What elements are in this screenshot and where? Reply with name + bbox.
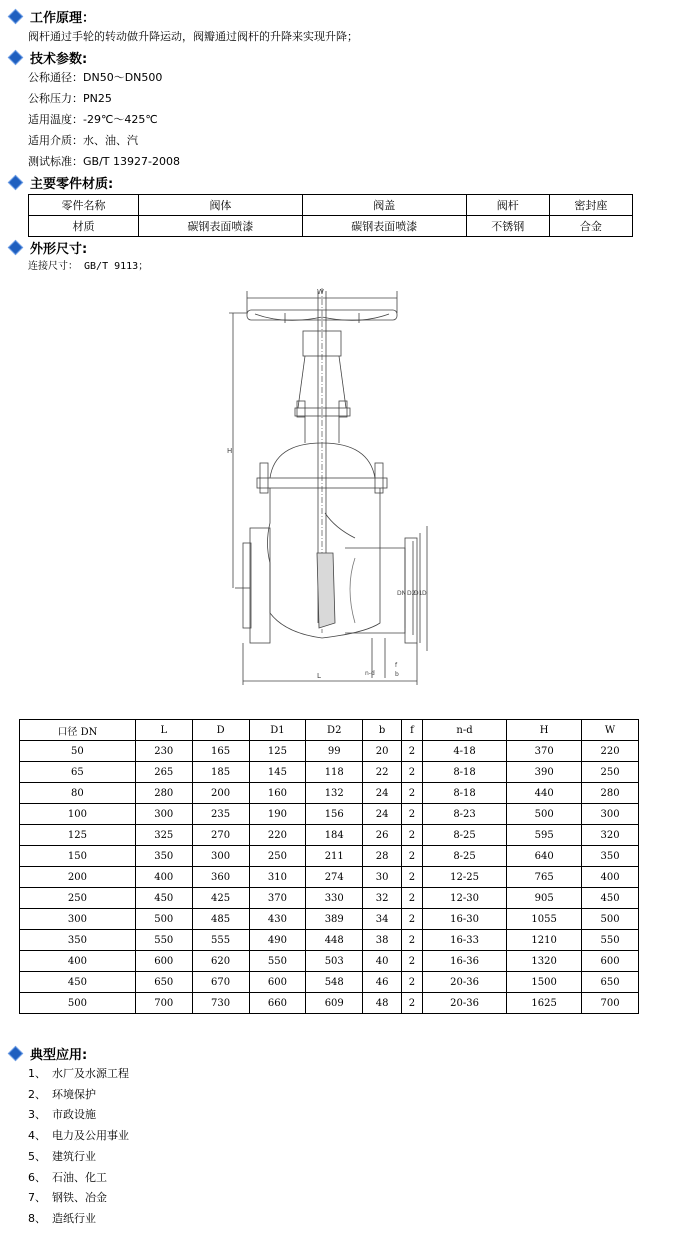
table-cell: 16-30	[422, 909, 506, 930]
table-cell: 16-33	[422, 930, 506, 951]
list-number: 6、	[28, 1171, 46, 1184]
table-cell: 300	[192, 846, 249, 867]
table-cell: 503	[306, 951, 363, 972]
table-cell: 400	[20, 951, 136, 972]
table-cell: 2	[402, 846, 423, 867]
principle-text: 阀杆通过手轮的转动做升降运动，阀瓣通过阀杆的升降来实现升降；	[28, 30, 358, 43]
table-cell: 650	[582, 972, 639, 993]
table-row	[20, 993, 639, 1014]
table-cell: 40	[363, 951, 402, 972]
table-cell: 4-18	[422, 741, 506, 762]
table-cell: 300	[20, 909, 136, 930]
param-line: 公称通径：DN50～DN500	[28, 71, 163, 84]
table-cell: 500	[582, 909, 639, 930]
section-title: 外形尺寸:	[30, 241, 88, 257]
table-cell: 2	[402, 867, 423, 888]
table-cell: 620	[192, 951, 249, 972]
table-cell: 118	[306, 762, 363, 783]
table-cell: 390	[507, 762, 582, 783]
table-cell: 100	[20, 804, 136, 825]
table-cell: 250	[249, 846, 306, 867]
table-cell: 230	[135, 741, 192, 762]
dim-label-w: W	[317, 288, 324, 296]
table-row	[20, 720, 639, 741]
table-header-cell: L	[135, 720, 192, 741]
table-cell: 32	[363, 888, 402, 909]
table-cell: 46	[363, 972, 402, 993]
table-header-cell: f	[402, 720, 423, 741]
table-header-cell: n-d	[422, 720, 506, 741]
table-cell: 485	[192, 909, 249, 930]
table-cell: 28	[363, 846, 402, 867]
list-number: 4、	[28, 1129, 46, 1142]
table-cell: 360	[192, 867, 249, 888]
table-row	[20, 762, 639, 783]
table-cell: 640	[507, 846, 582, 867]
table-cell: 80	[20, 783, 136, 804]
dim-label-d1: D1	[414, 590, 423, 597]
table-cell: 1210	[507, 930, 582, 951]
table-cell: 350	[20, 930, 136, 951]
table-row	[20, 867, 639, 888]
table-cell: 99	[306, 741, 363, 762]
table-cell: 548	[306, 972, 363, 993]
table-cell: 450	[135, 888, 192, 909]
dim-label-h: H	[227, 447, 233, 455]
table-row	[29, 195, 633, 216]
table-header-cell: 密封座	[549, 195, 632, 216]
table-cell: 2	[402, 825, 423, 846]
table-cell: 132	[306, 783, 363, 804]
table-cell: 1500	[507, 972, 582, 993]
table-header-cell: 零件名称	[29, 195, 139, 216]
table-cell: 2	[402, 993, 423, 1014]
table-cell: 440	[507, 783, 582, 804]
list-number: 1、	[28, 1067, 46, 1080]
section-dimensions	[8, 238, 87, 256]
table-row	[20, 783, 639, 804]
table-cell: 300	[582, 804, 639, 825]
table-cell: 125	[249, 741, 306, 762]
table-cell: 550	[582, 930, 639, 951]
table-cell: 600	[582, 951, 639, 972]
table-cell: 280	[582, 783, 639, 804]
table-cell: 430	[249, 909, 306, 930]
table-header-cell: b	[363, 720, 402, 741]
list-text: 市政设施	[52, 1108, 96, 1121]
table-row	[20, 951, 639, 972]
table-cell: 400	[582, 867, 639, 888]
table-cell: 660	[249, 993, 306, 1014]
list-text: 石油、化工	[52, 1171, 107, 1184]
list-text: 环境保护	[52, 1088, 96, 1101]
table-cell: 700	[582, 993, 639, 1014]
table-row	[20, 972, 639, 993]
table-cell: 1320	[507, 951, 582, 972]
table-cell: 555	[192, 930, 249, 951]
table-cell: 250	[582, 762, 639, 783]
table-cell: 碳钢表面喷漆	[139, 216, 303, 237]
table-header-cell: 口径 DN	[20, 720, 136, 741]
section-title: 主要零件材质:	[30, 176, 114, 192]
table-cell: 500	[20, 993, 136, 1014]
table-cell: 1625	[507, 993, 582, 1014]
table-row	[20, 741, 639, 762]
table-cell: 8-18	[422, 783, 506, 804]
dim-label-l: L	[317, 672, 321, 680]
table-cell: 8-25	[422, 846, 506, 867]
table-row	[20, 825, 639, 846]
table-cell: 765	[507, 867, 582, 888]
param-line: 公称压力：PN25	[28, 92, 112, 105]
list-number: 3、	[28, 1108, 46, 1121]
table-cell: 16-36	[422, 951, 506, 972]
table-cell: 320	[582, 825, 639, 846]
table-cell: 235	[192, 804, 249, 825]
dim-label-d: D	[422, 590, 427, 597]
table-cell: 370	[249, 888, 306, 909]
materials-table	[28, 194, 633, 237]
table-cell: 490	[249, 930, 306, 951]
table-cell: 350	[582, 846, 639, 867]
table-cell: 65	[20, 762, 136, 783]
list-number: 2、	[28, 1088, 46, 1101]
table-row	[20, 804, 639, 825]
gate-valve-drawing	[225, 283, 445, 688]
table-cell: 26	[363, 825, 402, 846]
table-cell: 20-36	[422, 993, 506, 1014]
list-item	[28, 1171, 107, 1185]
table-cell: 389	[306, 909, 363, 930]
list-number: 5、	[28, 1150, 46, 1163]
table-cell: 200	[20, 867, 136, 888]
table-cell: 8-25	[422, 825, 506, 846]
dim-label-dn: DN	[397, 590, 407, 597]
table-cell: 165	[192, 741, 249, 762]
table-cell: 350	[135, 846, 192, 867]
table-cell: 38	[363, 930, 402, 951]
table-cell: 不锈钢	[466, 216, 549, 237]
table-cell: 274	[306, 867, 363, 888]
table-cell: 670	[192, 972, 249, 993]
dim-label-d2: D2	[407, 590, 416, 597]
table-cell: 450	[582, 888, 639, 909]
dim-label-f: f	[395, 662, 398, 669]
table-cell: 595	[507, 825, 582, 846]
table-cell: 600	[249, 972, 306, 993]
table-cell: 500	[135, 909, 192, 930]
section-principle	[8, 7, 95, 25]
table-cell: 905	[507, 888, 582, 909]
list-number: 8、	[28, 1212, 46, 1225]
section-materials	[8, 173, 113, 191]
table-header-cell: H	[507, 720, 582, 741]
list-number: 7、	[28, 1191, 46, 1204]
table-cell: 2	[402, 951, 423, 972]
diamond-bullet-icon	[8, 8, 24, 24]
diamond-bullet-icon	[8, 1045, 24, 1061]
table-cell: 12-30	[422, 888, 506, 909]
table-cell: 2	[402, 930, 423, 951]
table-cell: 2	[402, 804, 423, 825]
table-cell: 合金	[549, 216, 632, 237]
connection-standard: 连接尺寸： GB/T 9113；	[28, 261, 149, 272]
dimensions-table	[19, 719, 639, 1014]
table-cell: 2	[402, 762, 423, 783]
param-line: 适用温度：-29℃～425℃	[28, 113, 158, 126]
table-cell: 330	[306, 888, 363, 909]
table-cell: 145	[249, 762, 306, 783]
table-cell: 50	[20, 741, 136, 762]
table-cell: 材质	[29, 216, 139, 237]
section-title: 技术参数:	[30, 51, 88, 67]
dim-label-nd: n-d	[365, 670, 375, 677]
list-item	[28, 1108, 96, 1122]
table-cell: 22	[363, 762, 402, 783]
list-item	[28, 1088, 96, 1102]
list-item	[28, 1191, 107, 1205]
table-cell: 156	[306, 804, 363, 825]
table-header-cell: 阀盖	[302, 195, 466, 216]
param-line: 适用介质：水、油、汽	[28, 134, 138, 147]
table-header-cell: D	[192, 720, 249, 741]
table-cell: 12-25	[422, 867, 506, 888]
table-cell: 280	[135, 783, 192, 804]
table-cell: 220	[582, 741, 639, 762]
param-line: 测试标准：GB/T 13927-2008	[28, 155, 180, 168]
table-row	[20, 846, 639, 867]
table-cell: 20	[363, 741, 402, 762]
table-cell: 125	[20, 825, 136, 846]
table-header-cell: D2	[306, 720, 363, 741]
table-cell: 184	[306, 825, 363, 846]
table-cell: 48	[363, 993, 402, 1014]
table-cell: 8-18	[422, 762, 506, 783]
table-cell: 425	[192, 888, 249, 909]
table-cell: 609	[306, 993, 363, 1014]
table-cell: 2	[402, 972, 423, 993]
table-header-cell: D1	[249, 720, 306, 741]
table-header-cell: 阀体	[139, 195, 303, 216]
section-title: 典型应用:	[30, 1047, 88, 1063]
table-cell: 550	[249, 951, 306, 972]
table-cell: 2	[402, 783, 423, 804]
list-text: 水厂及水源工程	[52, 1067, 129, 1080]
table-cell: 265	[135, 762, 192, 783]
table-row	[29, 216, 633, 237]
table-header-cell: 阀杆	[466, 195, 549, 216]
table-cell: 碳钢表面喷漆	[302, 216, 466, 237]
section-params	[8, 48, 87, 66]
table-cell: 30	[363, 867, 402, 888]
list-text: 钢铁、冶金	[52, 1191, 107, 1204]
table-cell: 250	[20, 888, 136, 909]
diamond-bullet-icon	[8, 49, 24, 65]
list-item	[28, 1129, 129, 1143]
table-cell: 185	[192, 762, 249, 783]
table-cell: 730	[192, 993, 249, 1014]
table-cell: 20-36	[422, 972, 506, 993]
table-cell: 2	[402, 741, 423, 762]
table-cell: 500	[507, 804, 582, 825]
table-cell: 211	[306, 846, 363, 867]
table-cell: 370	[507, 741, 582, 762]
list-text: 造纸行业	[52, 1212, 96, 1225]
table-cell: 400	[135, 867, 192, 888]
section-applications	[8, 1044, 87, 1062]
table-cell: 2	[402, 909, 423, 930]
table-cell: 550	[135, 930, 192, 951]
dim-label-b: b	[395, 671, 399, 678]
list-text: 建筑行业	[52, 1150, 96, 1163]
table-row	[20, 930, 639, 951]
table-cell: 2	[402, 888, 423, 909]
table-cell: 325	[135, 825, 192, 846]
list-text: 电力及公用事业	[52, 1129, 129, 1142]
table-cell: 200	[192, 783, 249, 804]
diamond-bullet-icon	[8, 239, 24, 255]
table-cell: 24	[363, 783, 402, 804]
table-cell: 1055	[507, 909, 582, 930]
diamond-bullet-icon	[8, 174, 24, 190]
table-row	[20, 888, 639, 909]
list-item	[28, 1150, 96, 1164]
table-cell: 300	[135, 804, 192, 825]
table-row	[20, 909, 639, 930]
section-title: 工作原理：	[30, 10, 96, 26]
table-cell: 700	[135, 993, 192, 1014]
table-cell: 34	[363, 909, 402, 930]
list-item	[28, 1212, 96, 1226]
table-cell: 450	[20, 972, 136, 993]
table-cell: 270	[192, 825, 249, 846]
table-cell: 190	[249, 804, 306, 825]
list-item	[28, 1067, 129, 1081]
table-header-cell: W	[582, 720, 639, 741]
table-cell: 24	[363, 804, 402, 825]
table-cell: 448	[306, 930, 363, 951]
table-cell: 310	[249, 867, 306, 888]
table-cell: 8-23	[422, 804, 506, 825]
table-cell: 160	[249, 783, 306, 804]
table-cell: 220	[249, 825, 306, 846]
table-cell: 150	[20, 846, 136, 867]
table-cell: 600	[135, 951, 192, 972]
table-cell: 650	[135, 972, 192, 993]
